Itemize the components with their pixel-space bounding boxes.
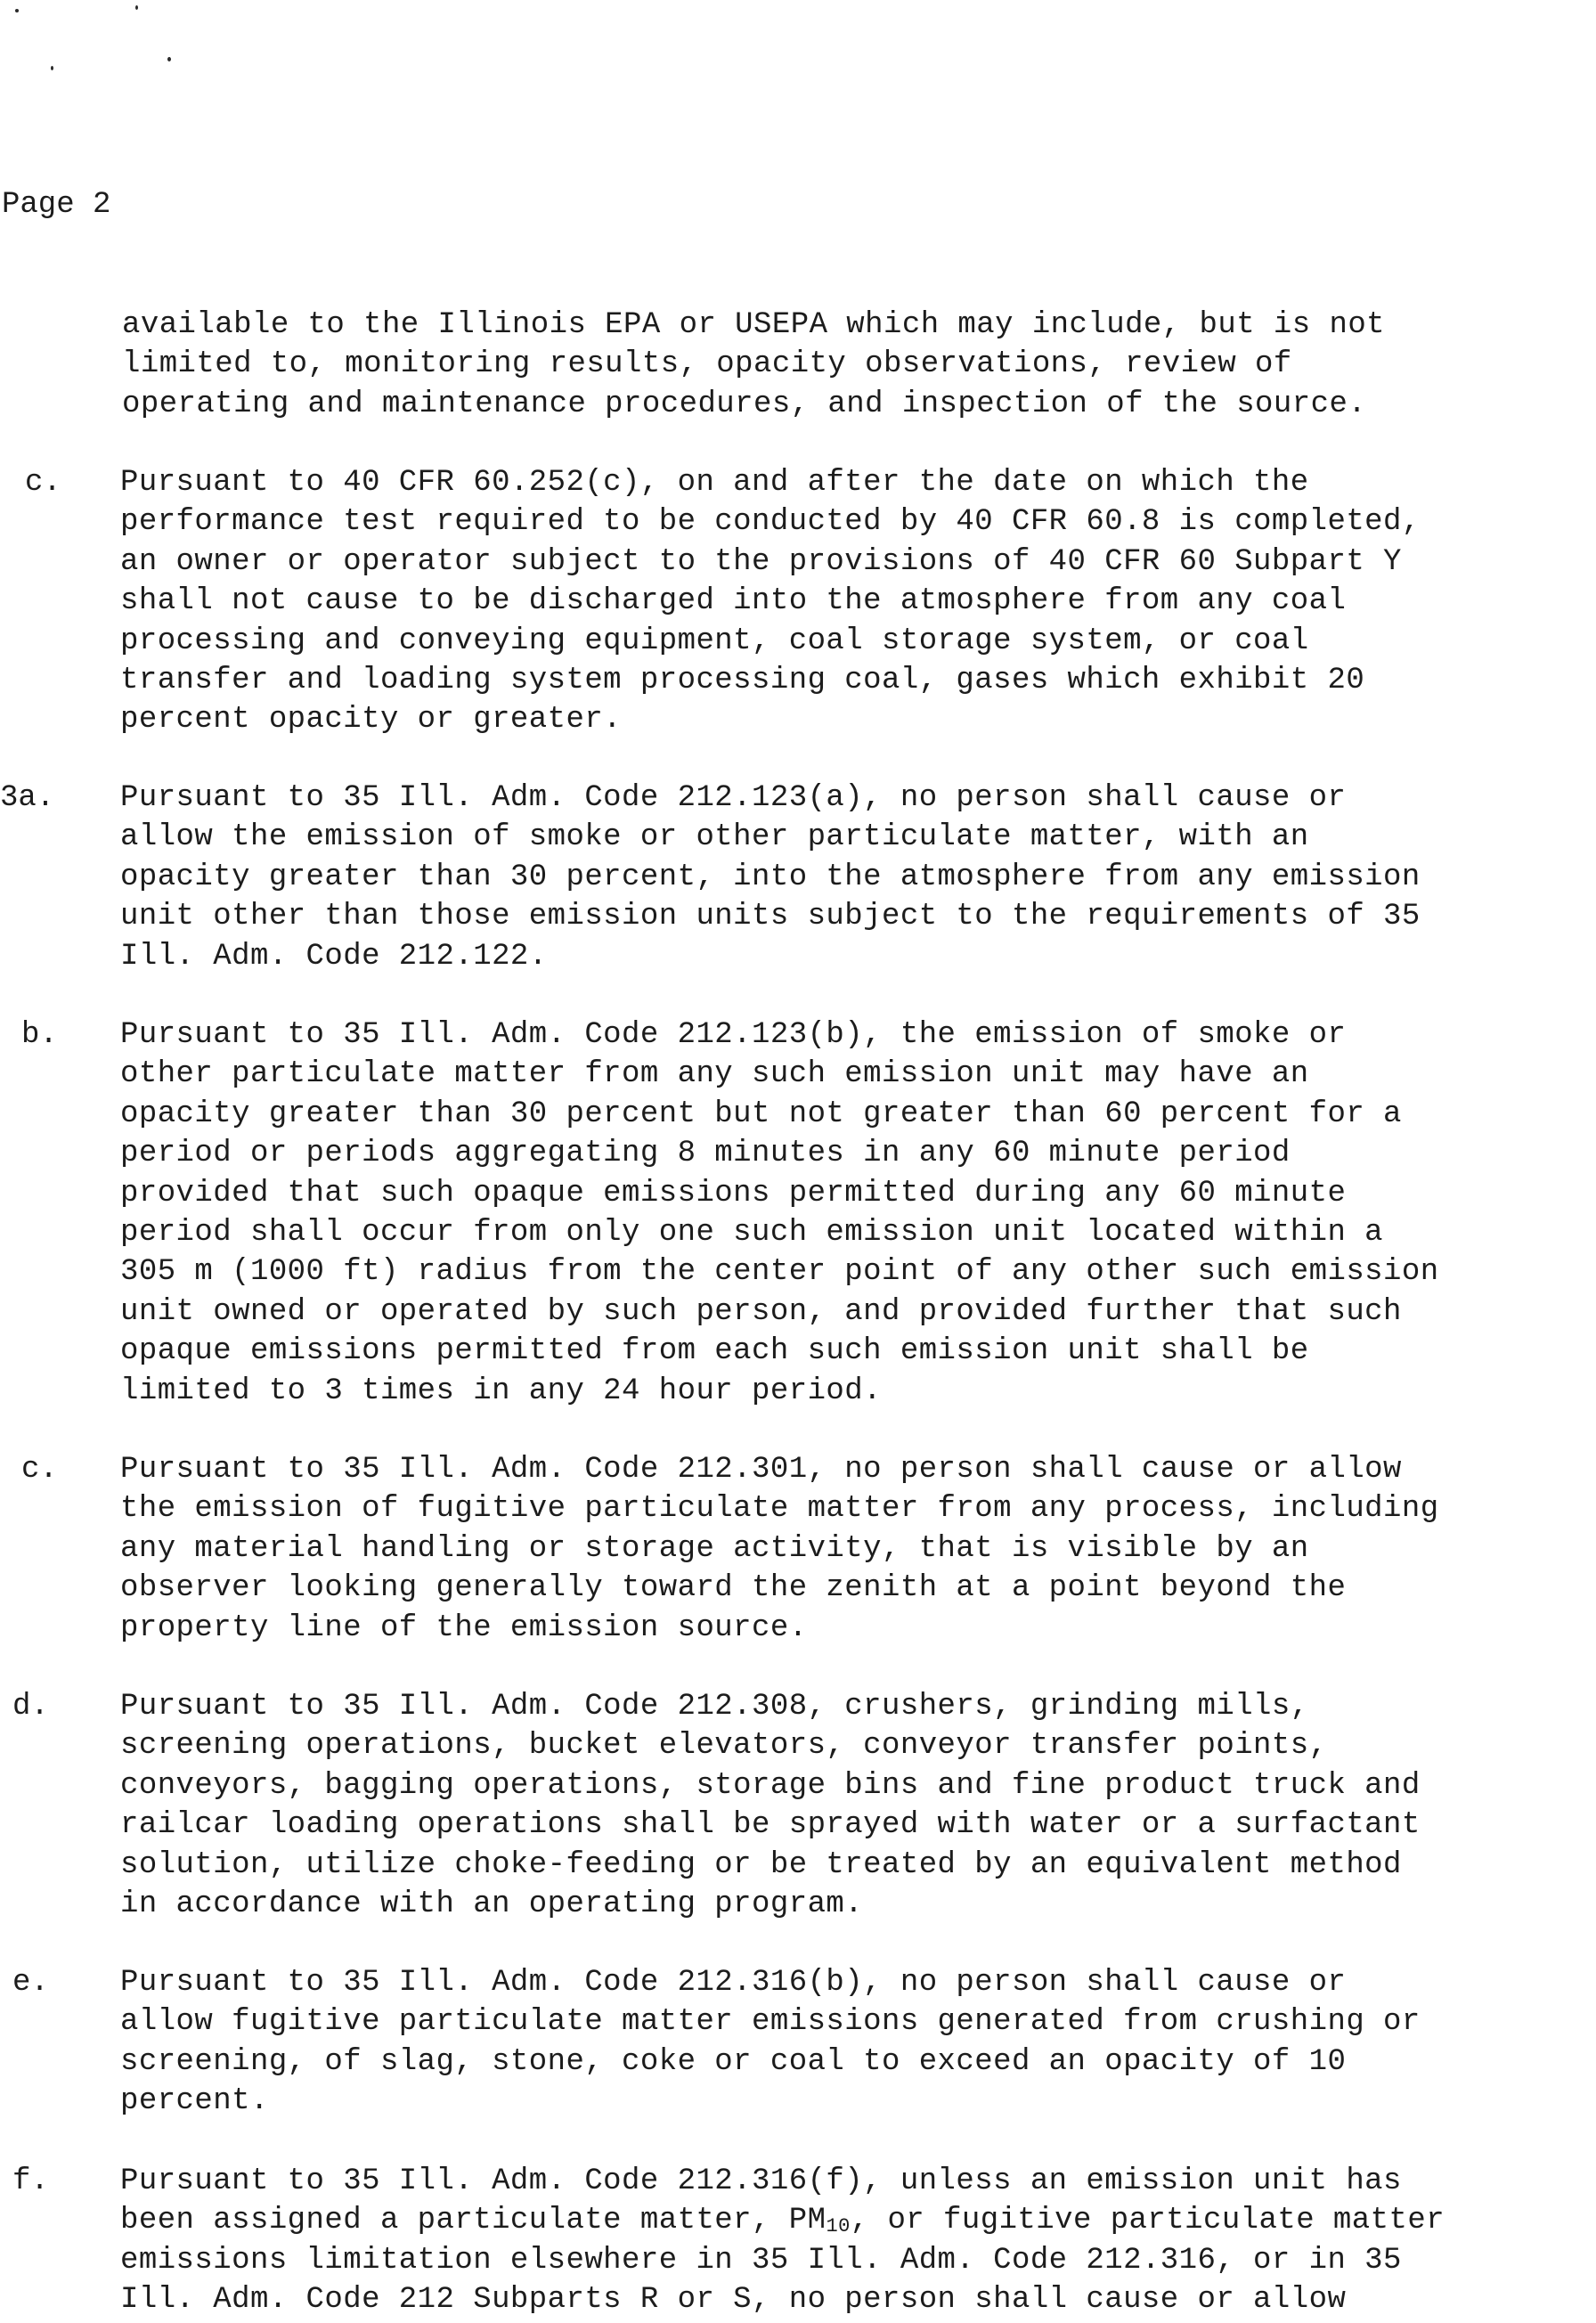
text-line: 305 m (1000 ft) radius from the center point of any other such emission	[120, 1255, 1439, 1290]
text-line: Pursuant to 35 Ill. Adm. Code 212.301, no person shall cause or allow	[120, 1453, 1402, 1487]
text-line: transfer and loading system processing coal, gases which exhibit 20	[120, 664, 1365, 698]
pm-label: been assigned a particulate matter, PM	[120, 2204, 826, 2238]
text-line: allow fugitive particulate matter emissions generated from crushing or	[120, 2005, 1421, 2040]
text-line: period or periods aggregating 8 minutes in any 60 minute period	[120, 1137, 1291, 1171]
text-line: Pursuant to 35 Ill. Adm. Code 212.123(a), no person shall cause or	[120, 781, 1347, 815]
text-line: allow the emission of smoke or other particulate matter, with an	[120, 820, 1309, 855]
text-line: provided that such opaque emissions permitted during any 60 minute	[120, 1176, 1347, 1210]
item-label: e.	[12, 1966, 49, 2000]
text-line: opaque emissions permitted from each such emission unit shall be	[120, 1334, 1309, 1369]
item-label: b.	[21, 1018, 58, 1052]
item-label: 3a.	[0, 781, 55, 815]
text-line: opacity greater than 30 percent, into the atmosphere from any emission	[120, 860, 1421, 894]
text-line: Pursuant to 40 CFR 60.252(c), on and after the date on which the	[120, 466, 1309, 500]
text-line: unit other than those emission units subject to the requirements of 35	[120, 900, 1421, 934]
text-line: performance test required to be conducted by 40 CFR 60.8 is completed,	[120, 505, 1421, 540]
text-line: operating and maintenance procedures, and inspection of the source.	[122, 387, 1367, 421]
item-label: f.	[12, 2164, 49, 2198]
text-line: shall not cause to be discharged into the atmosphere from any coal	[120, 584, 1347, 619]
page-number: Page 2	[2, 188, 111, 222]
line-tail: , or fugitive particulate matter	[850, 2204, 1445, 2238]
text-line: conveyors, bagging operations, storage bins and fine product truck and	[120, 1768, 1421, 1803]
scan-speck	[51, 66, 53, 70]
text-line: processing and conveying equipment, coal storage system, or coal	[120, 624, 1309, 658]
item-text	[120, 2162, 1590, 2320]
item-text	[120, 1687, 1590, 1924]
text-line: available to the Illinois EPA or USEPA which may include, but is not	[122, 308, 1386, 342]
text-line: property line of the emission source.	[120, 1610, 808, 1645]
text-line: in accordance with an operating program.	[120, 1887, 864, 1922]
text-line: screening, of slag, stone, coke or coal to exceed an opacity of 10	[120, 2044, 1347, 2079]
scan-speck	[135, 5, 138, 10]
text-line: limited to 3 times in any 24 hour period.	[120, 1373, 882, 1408]
text-line: observer looking generally toward the zenith at a point beyond the	[120, 1571, 1347, 1606]
item-text	[120, 1450, 1590, 1648]
text-line	[120, 2201, 1590, 2240]
text-line: Ill. Adm. Code 212.122.	[120, 939, 548, 974]
item-text	[120, 1963, 1590, 2122]
item-label: d.	[12, 1690, 49, 1724]
text-line: any material handling or storage activity, that is visible by an	[120, 1531, 1309, 1566]
item-text	[120, 778, 1590, 976]
continued-paragraph	[122, 306, 1583, 424]
item-text	[120, 463, 1590, 740]
scan-speck	[167, 57, 171, 61]
text-line: the emission of fugitive particulate matter from any process, including	[120, 1492, 1439, 1527]
text-line: opacity greater than 30 percent but not greater than 60 percent for a	[120, 1096, 1402, 1131]
text-line: unit owned or operated by such person, and provided further that such	[120, 1294, 1402, 1329]
text-line: percent opacity or greater.	[120, 703, 623, 738]
item-label: c.	[25, 466, 61, 500]
pm-subscript: 10	[826, 2215, 851, 2238]
text-line: an owner or operator subject to the provisions of 40 CFR 60 Subpart Y	[120, 544, 1402, 579]
text-line: screening operations, bucket elevators, conveyor transfer points,	[120, 1729, 1328, 1764]
text-line: emissions limitation elsewhere in 35 Ill. Adm. Code 212.316, or in 35	[120, 2243, 1402, 2278]
item-label: c.	[21, 1453, 58, 1487]
text-line: percent.	[120, 2084, 269, 2119]
text-line: Ill. Adm. Code 212 Subparts R or S, no person shall cause or allow	[120, 2283, 1347, 2318]
text-line: period shall occur from only one such emission unit located within a	[120, 1216, 1384, 1251]
text-line: solution, utilize choke-feeding or be treated by an equivalent method	[120, 1847, 1402, 1882]
text-line: Pursuant to 35 Ill. Adm. Code 212.316(b), no person shall cause or	[120, 1966, 1347, 2000]
item-text	[120, 1015, 1590, 1411]
text-line: railcar loading operations shall be sprayed with water or a surfactant	[120, 1808, 1421, 1843]
text-line: Pursuant to 35 Ill. Adm. Code 212.308, crushers, grinding mills,	[120, 1690, 1309, 1724]
scan-speck	[15, 9, 19, 12]
text-line: other particulate matter from any such emission unit may have an	[120, 1057, 1309, 1092]
text-line: Pursuant to 35 Ill. Adm. Code 212.316(f), unless an emission unit has	[120, 2164, 1402, 2198]
text-line: Pursuant to 35 Ill. Adm. Code 212.123(b), the emission of smoke or	[120, 1018, 1347, 1052]
text-line: limited to, monitoring results, opacity observations, review of	[122, 347, 1292, 382]
